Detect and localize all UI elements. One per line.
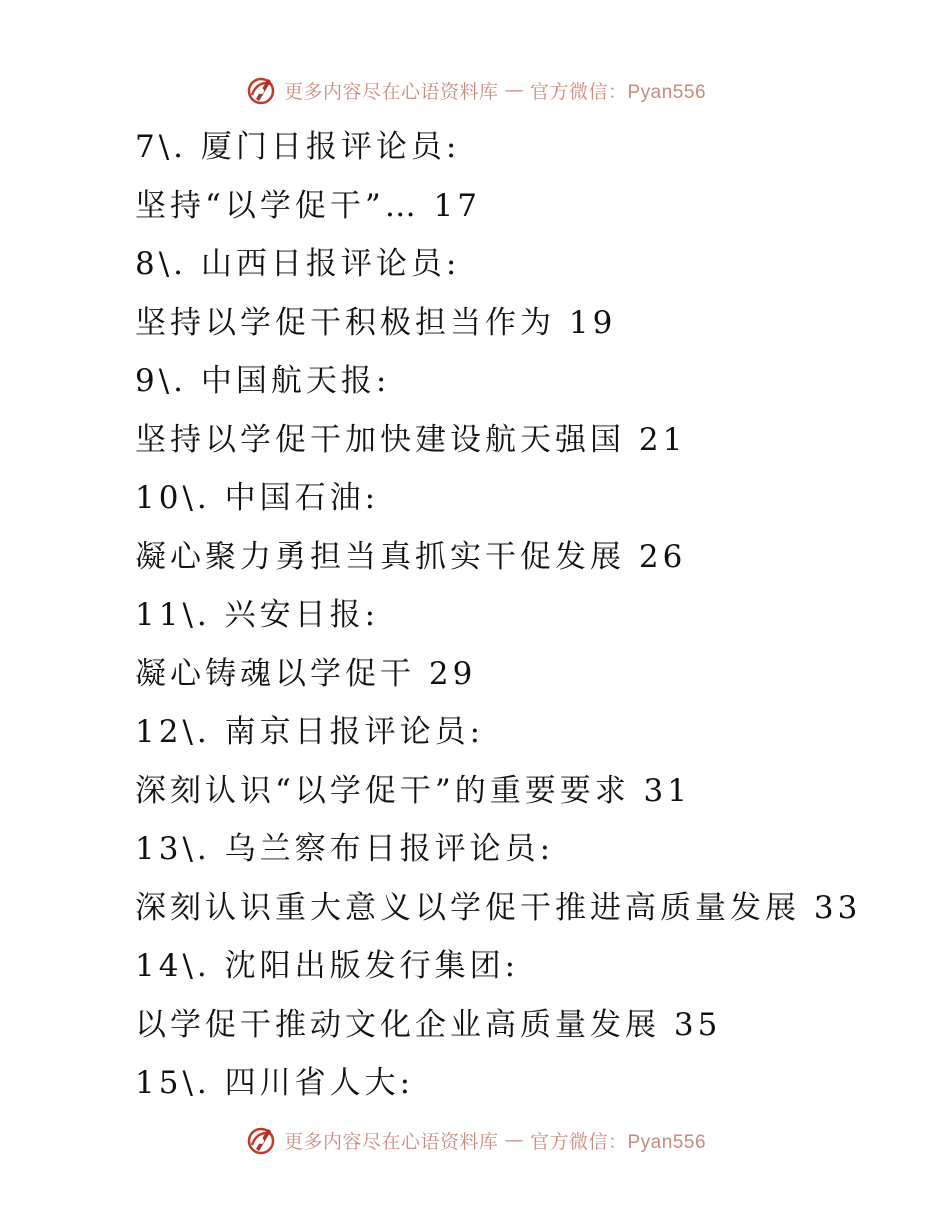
toc-line: 13\. 乌兰察布日报评论员:	[135, 831, 555, 867]
footer-watermark	[0, 1120, 950, 1160]
header-watermark	[0, 70, 950, 110]
toc-line: 深刻认识“以学促干”的重要要求 31	[135, 772, 691, 809]
watermark-text: 更多内容尽在心语资料库	[283, 80, 499, 103]
toc-line: 7\. 厦门日报评论员:	[135, 129, 461, 165]
watermark-dash: —	[504, 1129, 524, 1151]
toc-line: 坚持“以学促干”… 17	[135, 187, 481, 224]
table-of-contents	[135, 118, 925, 1113]
toc-line: 14\. 沈阳出版发行集团:	[135, 948, 520, 984]
toc-line: 15\. 四川省人大:	[135, 1065, 415, 1101]
watermark-contact: 官方微信：Pyan556	[530, 81, 707, 103]
toc-line: 9\. 中国航天报:	[135, 363, 391, 399]
watermark-text: 更多内容尽在心语资料库	[283, 1130, 499, 1153]
toc-line: 10\. 中国石油:	[135, 480, 380, 516]
toc-line: 8\. 山西日报评论员:	[135, 246, 461, 282]
toc-line: 坚持以学促干积极担当作为 19	[135, 304, 617, 341]
toc-line: 12\. 南京日报评论员:	[135, 714, 485, 750]
toc-line: 以学促干推动文化企业高质量发展 35	[135, 1006, 722, 1043]
toc-line: 凝心聚力勇担当真抓实干促发展 26	[135, 538, 687, 575]
toc-line: 凝心铸魂以学促干 29	[135, 655, 477, 692]
toc-line: 深刻认识重大意义以学促干推进高质量发展 33	[135, 889, 862, 926]
pen-swirl-logo-icon	[244, 1123, 278, 1157]
pen-swirl-logo-icon	[244, 73, 278, 107]
watermark-dash: —	[504, 79, 524, 101]
watermark-contact: 官方微信：Pyan556	[530, 1131, 707, 1153]
toc-line: 坚持以学促干加快建设航天强国 21	[135, 421, 687, 458]
toc-line: 11\. 兴安日报:	[135, 597, 380, 633]
